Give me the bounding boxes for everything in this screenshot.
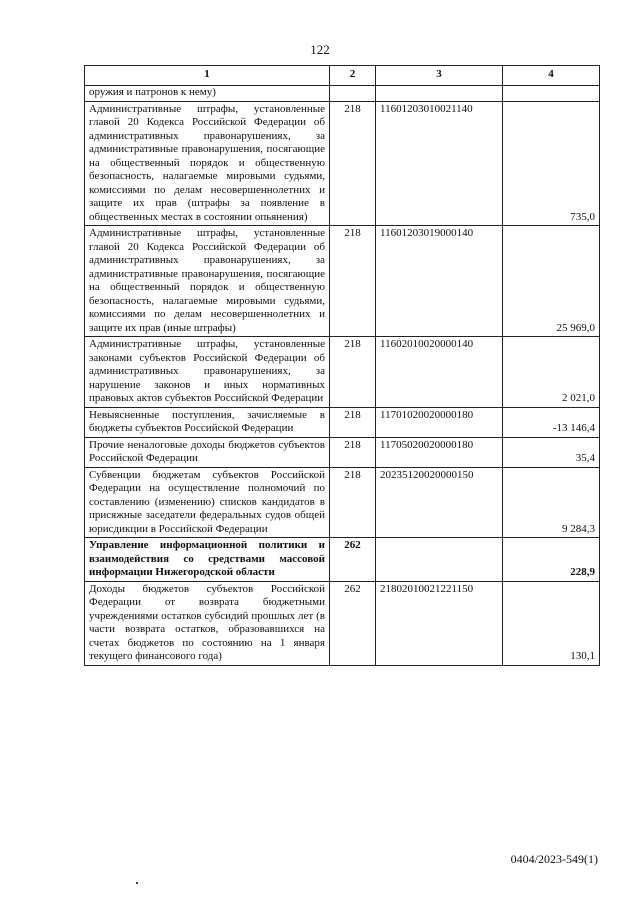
column-header-3: 3	[376, 66, 503, 86]
row-chapter: 218	[330, 337, 376, 408]
column-header-1: 1	[85, 66, 330, 86]
column-header-4: 4	[503, 66, 600, 86]
row-chapter: 218	[330, 467, 376, 538]
table-row	[85, 581, 600, 665]
table-row	[85, 437, 600, 467]
row-description: Административные штрафы, установленные законами субъектов Российской Федерации об административных правонарушениях, за нарушение законов и иных нормативных правовых актов субъектов Российской Федерации	[85, 337, 330, 408]
row-amount: 9 284,3	[503, 467, 600, 538]
row-chapter: 218	[330, 101, 376, 226]
row-code: 11602010020000140	[376, 337, 503, 408]
row-code: 11701020020000180	[376, 407, 503, 437]
row-description: Управление информационной политики и взаимодействия со средствами массовой информации Нижегородской области	[85, 538, 330, 582]
table-row-section-header	[85, 538, 600, 582]
budget-table	[84, 65, 600, 666]
row-chapter: 218	[330, 226, 376, 337]
row-description: Доходы бюджетов субъектов Российской Федерации от возврата бюджетными учреждениями остатков субсидий прошлых лет (в части возврата остатков, образовавшихся на счетах бюджетов по состоянию на 1 января текущего финансового года)	[85, 581, 330, 665]
table-row	[85, 337, 600, 408]
table-row	[85, 101, 600, 226]
column-header-2: 2	[330, 66, 376, 86]
document-code: 0404/2023-549(1)	[510, 852, 598, 866]
table-row	[85, 226, 600, 337]
page-number: 122	[310, 42, 330, 57]
row-amount: 228,9	[503, 538, 600, 582]
row-description: Административные штрафы, установленные главой 20 Кодекса Российской Федерации об административных правонарушениях, за административные правонарушения, посягающие на общественный порядок и общественную безопасность, налагаемые мировыми судьями, комиссиями по делам несовершеннолетних и защите их прав (иные штрафы)	[85, 226, 330, 337]
row-code	[376, 538, 503, 582]
row-code: 11705020020000180	[376, 437, 503, 467]
row-amount: 130,1	[503, 581, 600, 665]
row-amount: -13 146,4	[503, 407, 600, 437]
row-description: Прочие неналоговые доходы бюджетов субъектов Российской Федерации	[85, 437, 330, 467]
table-row	[85, 407, 600, 437]
row-description: Административные штрафы, установленные главой 20 Кодекса Российской Федерации об административных правонарушениях, за административные правонарушения, посягающие на общественный порядок и общественную безопасность, налагаемые мировыми судьями, комиссиями по делам несовершеннолетних и защите их прав (штрафы за появление в общественных местах в состоянии опьянения)	[85, 101, 330, 226]
row-chapter: 262	[330, 538, 376, 582]
row-amount: 2 021,0	[503, 337, 600, 408]
table-row	[85, 467, 600, 538]
row-code: 11601203019000140	[376, 226, 503, 337]
row-amount: 35,4	[503, 437, 600, 467]
table-header-row	[85, 66, 600, 86]
row-chapter: 218	[330, 437, 376, 467]
scan-dot	[136, 882, 138, 884]
row-chapter: 262	[330, 581, 376, 665]
row-code: 21802010021221150	[376, 581, 503, 665]
row-description: Субвенции бюджетам субъектов Российской Федерации на осуществление полномочий по составлению (изменению) списков кандидатов в присяжные заседатели федеральных судов общей юрисдикции в Российской Федерации	[85, 467, 330, 538]
row-code: 11601203010021140	[376, 101, 503, 226]
row-chapter: 218	[330, 407, 376, 437]
continuation-text: оружия и патронов к нему)	[85, 86, 330, 102]
row-description: Невыясненные поступления, зачисляемые в бюджеты субъектов Российской Федерации	[85, 407, 330, 437]
row-code: 20235120020000150	[376, 467, 503, 538]
row-amount: 735,0	[503, 101, 600, 226]
continuation-row	[85, 86, 600, 102]
row-amount: 25 969,0	[503, 226, 600, 337]
